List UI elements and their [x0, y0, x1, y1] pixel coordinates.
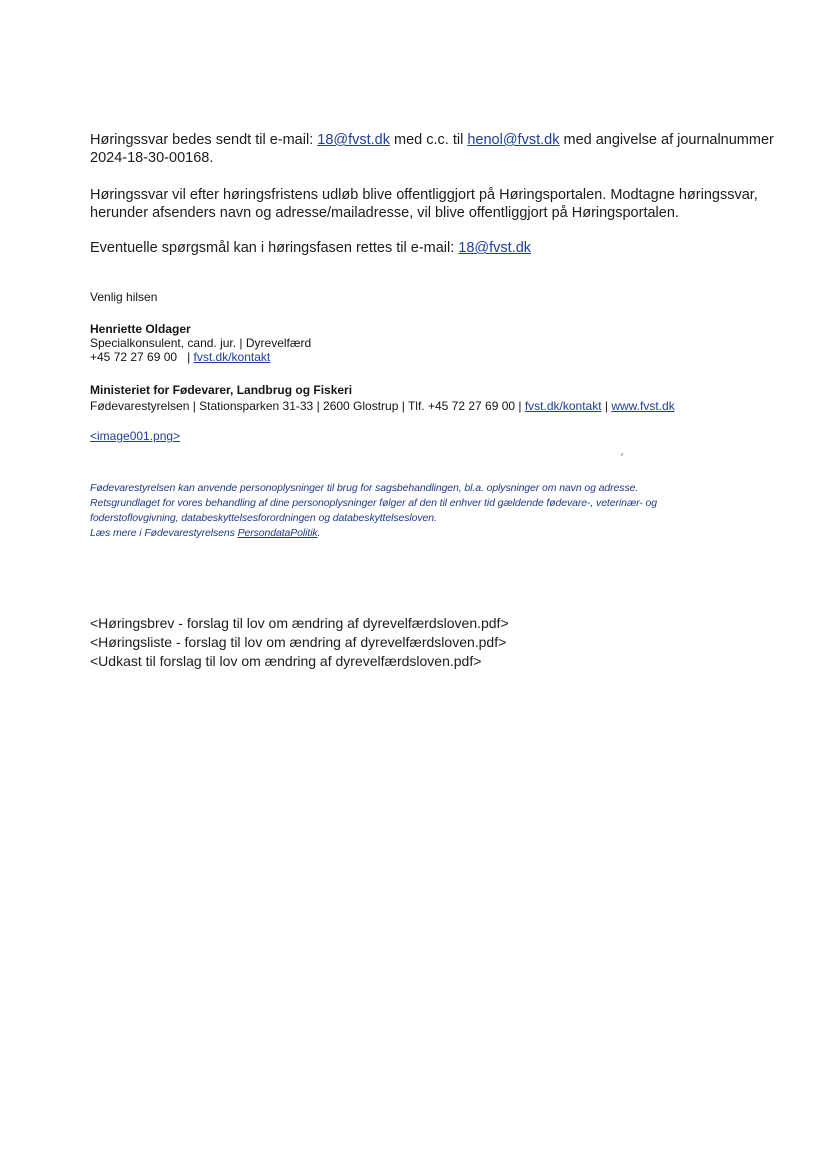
journal-number: 2024-18-30-00168.	[90, 150, 214, 166]
publication-notice	[90, 186, 758, 222]
signer-phone: +45 72 27 69 00	[90, 350, 178, 364]
journal-text: med angivelse af journalnummer	[559, 132, 774, 148]
attachment-item[interactable]: <Høringsliste - forslag til lov om ændring af dyrevelfærdsloven.pdf>	[90, 634, 507, 650]
agency-website-link[interactable]: www.fvst.dk	[611, 399, 675, 413]
privacy-period: .	[317, 527, 321, 539]
signer-name: Henriette Oldager	[90, 322, 191, 336]
submission-text: Høringssvar bedes sendt til e-mail:	[90, 132, 318, 148]
privacy-policy-link[interactable]: PersondataPolitik	[237, 527, 318, 539]
attachment-item[interactable]: <Udkast til forslag til lov om ændring af dyrevelfærdsloven.pdf>	[90, 653, 482, 669]
image-placeholder-link[interactable]: <image001.png>	[90, 429, 181, 443]
publication-line-2: herunder afsenders navn og adresse/mailadresse, vil blive offentliggjort på Høringsportalen.	[90, 205, 679, 221]
privacy-line-1: Fødevarestyrelsen kan anvende personoplysninger til brug for sagsbehandlingen, bl.a. oplysninger om navn og adresse.	[90, 482, 639, 494]
signer-phone-line	[90, 350, 750, 364]
cc-text: med c.c. til	[390, 132, 468, 148]
privacy-line-2: Retsgrundlaget for vores behandling af dine personoplysninger følger af den til enhver tid gældende fødevare-, veterinær- og	[90, 497, 657, 509]
signer-contact-link[interactable]: fvst.dk/kontakt	[193, 350, 271, 364]
privacy-read-more: Læs mere i Fødevarestyrelsens	[90, 527, 238, 539]
ministry-block	[90, 383, 750, 413]
attachment-list	[90, 614, 750, 671]
agency-separator: |	[601, 399, 612, 413]
privacy-line-3: foderstoflovgivning, databeskyttelsesforordningen og databeskyttelsesloven.	[90, 512, 437, 524]
email-link-18[interactable]: 18@fvst.dk	[317, 132, 390, 148]
agency-line	[90, 399, 750, 413]
privacy-line-4	[90, 526, 730, 541]
agency-address: Fødevarestyrelsen | Stationsparken 31-33 | 2600 Glostrup | Tlf. +45 72 27 69 00 |	[90, 399, 525, 413]
submission-instructions	[90, 131, 774, 167]
email-link-henol[interactable]: henol@fvst.dk	[467, 132, 560, 148]
questions-paragraph	[90, 239, 750, 257]
phone-separator: |	[177, 350, 194, 364]
questions-email-link[interactable]: 18@fvst.dk	[458, 240, 532, 256]
greeting: Venlig hilsen	[90, 290, 158, 304]
image-placeholder[interactable]	[90, 429, 750, 443]
agency-contact-link[interactable]: fvst.dk/kontakt	[524, 399, 602, 413]
attachment-item[interactable]: <Høringsbrev - forslag til lov om ændring af dyrevelfærdsloven.pdf>	[90, 615, 509, 631]
signer-title: Specialkonsulent, cand. jur. | Dyrevelfærd	[90, 336, 312, 350]
questions-text: Eventuelle spørgsmål kan i høringsfasen rettes til e-mail:	[90, 240, 459, 256]
scan-speck	[620, 453, 623, 457]
ministry-name: Ministeriet for Fødevarer, Landbrug og Fiskeri	[90, 383, 353, 397]
publication-line-1: Høringssvar vil efter høringsfristens udløb blive offentliggjort på Høringsportalen. Modtagne høringssvar,	[90, 187, 758, 203]
privacy-notice	[90, 481, 730, 541]
submission-line-1	[90, 131, 774, 149]
signature-block	[90, 322, 750, 364]
